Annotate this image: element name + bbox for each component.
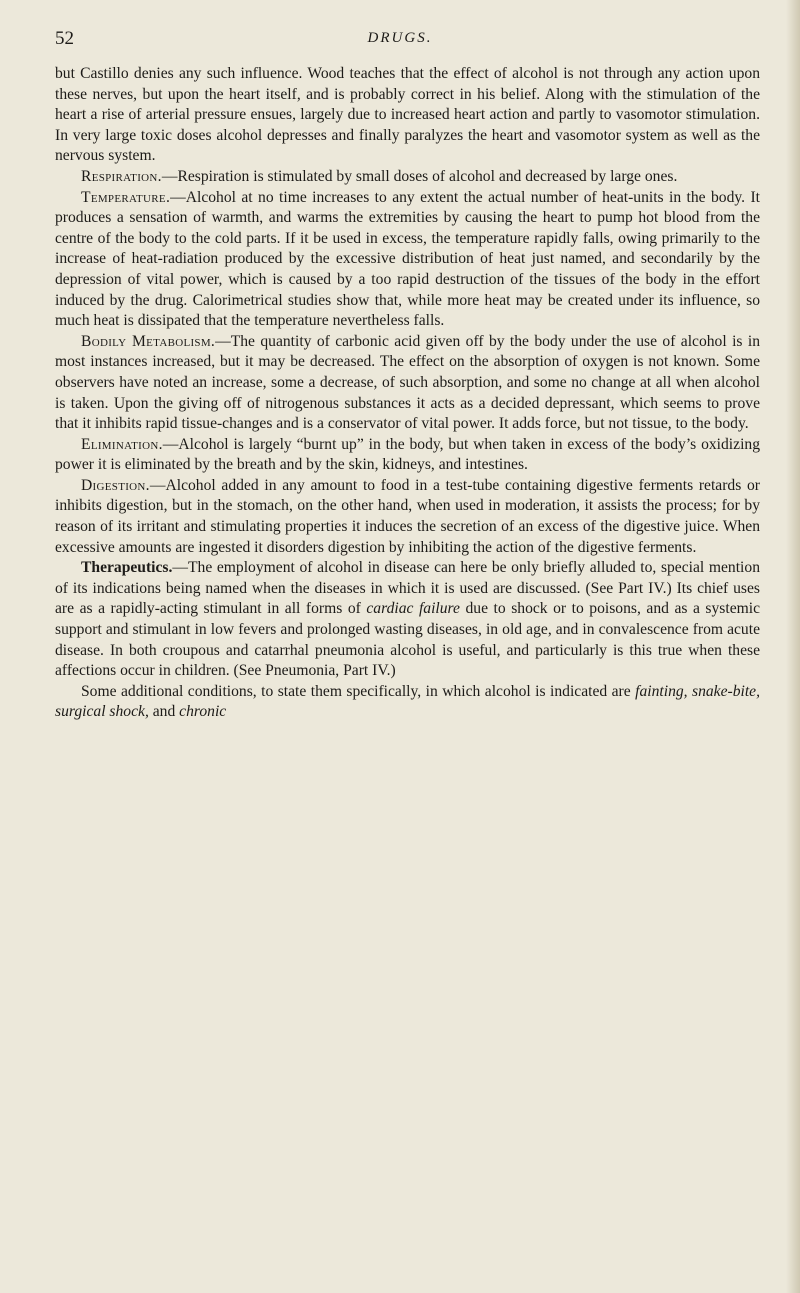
- section-heading-digestion: Digestion.: [81, 476, 150, 494]
- paragraph-therapeutics: [55, 558, 760, 682]
- body-text: [55, 64, 760, 723]
- paragraph-text: —Alcohol added in any amount to food in a test-tube containing digestive ferments retards or inhibits digestion, but in the stomach, on the other hand, when used in moderation, it assists the process; for by reason of its irritant and stimulating properties it induces the secretion of an excess of the digestive juice. When excessive amounts are ingested it disorders digestion by inhibiting the action of the digestive ferments.: [55, 476, 760, 556]
- paragraph-text: —The quantity of carbonic acid given off by the body under the use of alcohol is in most instances increased, but it may be decreased. The effect on the absorption of oxygen is not known. Some observers have noted an increase, some a decrease, of such absorption, and some no change at all when alcohol is taken. Upon the giving off of nitrogenous substances it acts as a decided depressant, which seems to prove that it inhibits rapid tissue-changes and is a conservator of vital power. It adds force, but not tissue, to the body.: [55, 332, 760, 433]
- paragraph-elimination: [55, 435, 760, 476]
- paragraph-text: and: [148, 703, 180, 721]
- page-edge-shadow: [786, 0, 800, 1293]
- paragraph-text: but Castillo denies any such influence. Wood teaches that the effect of alcohol is not through any action upon these nerves, but upon the heart itself, and is probably correct in his belief. Along with the stimulation of the heart a rise of arterial pressure ensues, largely due to increased heart action and partly to vasomotor stimulation. In very large toxic doses alcohol depresses and finally paralyzes the heart and vasomotor system as well as the nervous system.: [55, 65, 760, 165]
- page-header: [45, 28, 755, 58]
- paragraph-heart-action: [55, 64, 760, 167]
- paragraph-text: —The employment of alcohol in disease can here be only briefly alluded to, special mention of its indications being named when the diseases in which it is used are discussed. (See Part IV.) Its chief uses are as a rapidly-acting stimulant in all forms of: [55, 559, 760, 618]
- italic-term: cardiac failure: [366, 600, 460, 618]
- section-heading-respiration: Respiration.: [81, 167, 162, 185]
- paragraph-temperature: [55, 188, 760, 332]
- section-heading-bodily-metabolism: Bodily Metabolism.: [81, 332, 216, 350]
- paragraph-respiration: [55, 167, 760, 188]
- section-heading-elimination: Elimination.: [81, 435, 163, 453]
- paragraph-additional-conditions: [55, 682, 760, 723]
- paragraph-text: —Alcohol at no time increases to any extent the actual number of heat-units in the body. It produces a sensation of warmth, and warms the extremities by causing the heart to pump hot blood from the centre of the body to the cold parts. If it be used in excess, the temperature rapidly falls, owing primarily to the increase of heat-radiation produced by the excessive distribution of heat just named, and secondarily by the depression of vital power, which is caused by a too rapid destruction of the tissues of the body in the effort induced by the drug. Calorimetrical studies show that, while more heat may be created under its influence, so much heat is dissipated that the temperature nevertheless falls.: [55, 188, 760, 330]
- paragraph-digestion: [55, 476, 760, 558]
- paragraph-text: —Respiration is stimulated by small doses of alcohol and decreased by large ones.: [161, 167, 678, 185]
- paragraph-text: —Alcohol is largely “burnt up” in the body, but when taken in excess of the body’s oxidizing power it is eliminated by the breath and by the skin, kidneys, and intestines.: [55, 435, 760, 474]
- italic-term: fainting, snake-bite, surgical shock,: [55, 682, 760, 721]
- section-heading-therapeutics: Therapeutics.: [81, 559, 173, 577]
- paragraph-text: Some additional conditions, to state them specifically, in which alcohol is indicated are: [81, 682, 636, 700]
- section-heading-temperature: Temperature.: [81, 188, 171, 206]
- running-head: DRUGS.: [367, 30, 433, 46]
- paragraph-bodily-metabolism: [55, 332, 760, 435]
- italic-term: chronic: [179, 703, 227, 721]
- page-number: 52: [55, 28, 74, 49]
- paragraph-text: due to shock or to poisons, and as a systemic support and stimulant in low fevers and prolonged wasting diseases, in old age, and in convalescence from acute disease. In both croupous and catarrhal pneumonia alcohol is useful, and particularly is this true when these affections occur in children. (See Pneumonia, Part IV.): [55, 600, 760, 680]
